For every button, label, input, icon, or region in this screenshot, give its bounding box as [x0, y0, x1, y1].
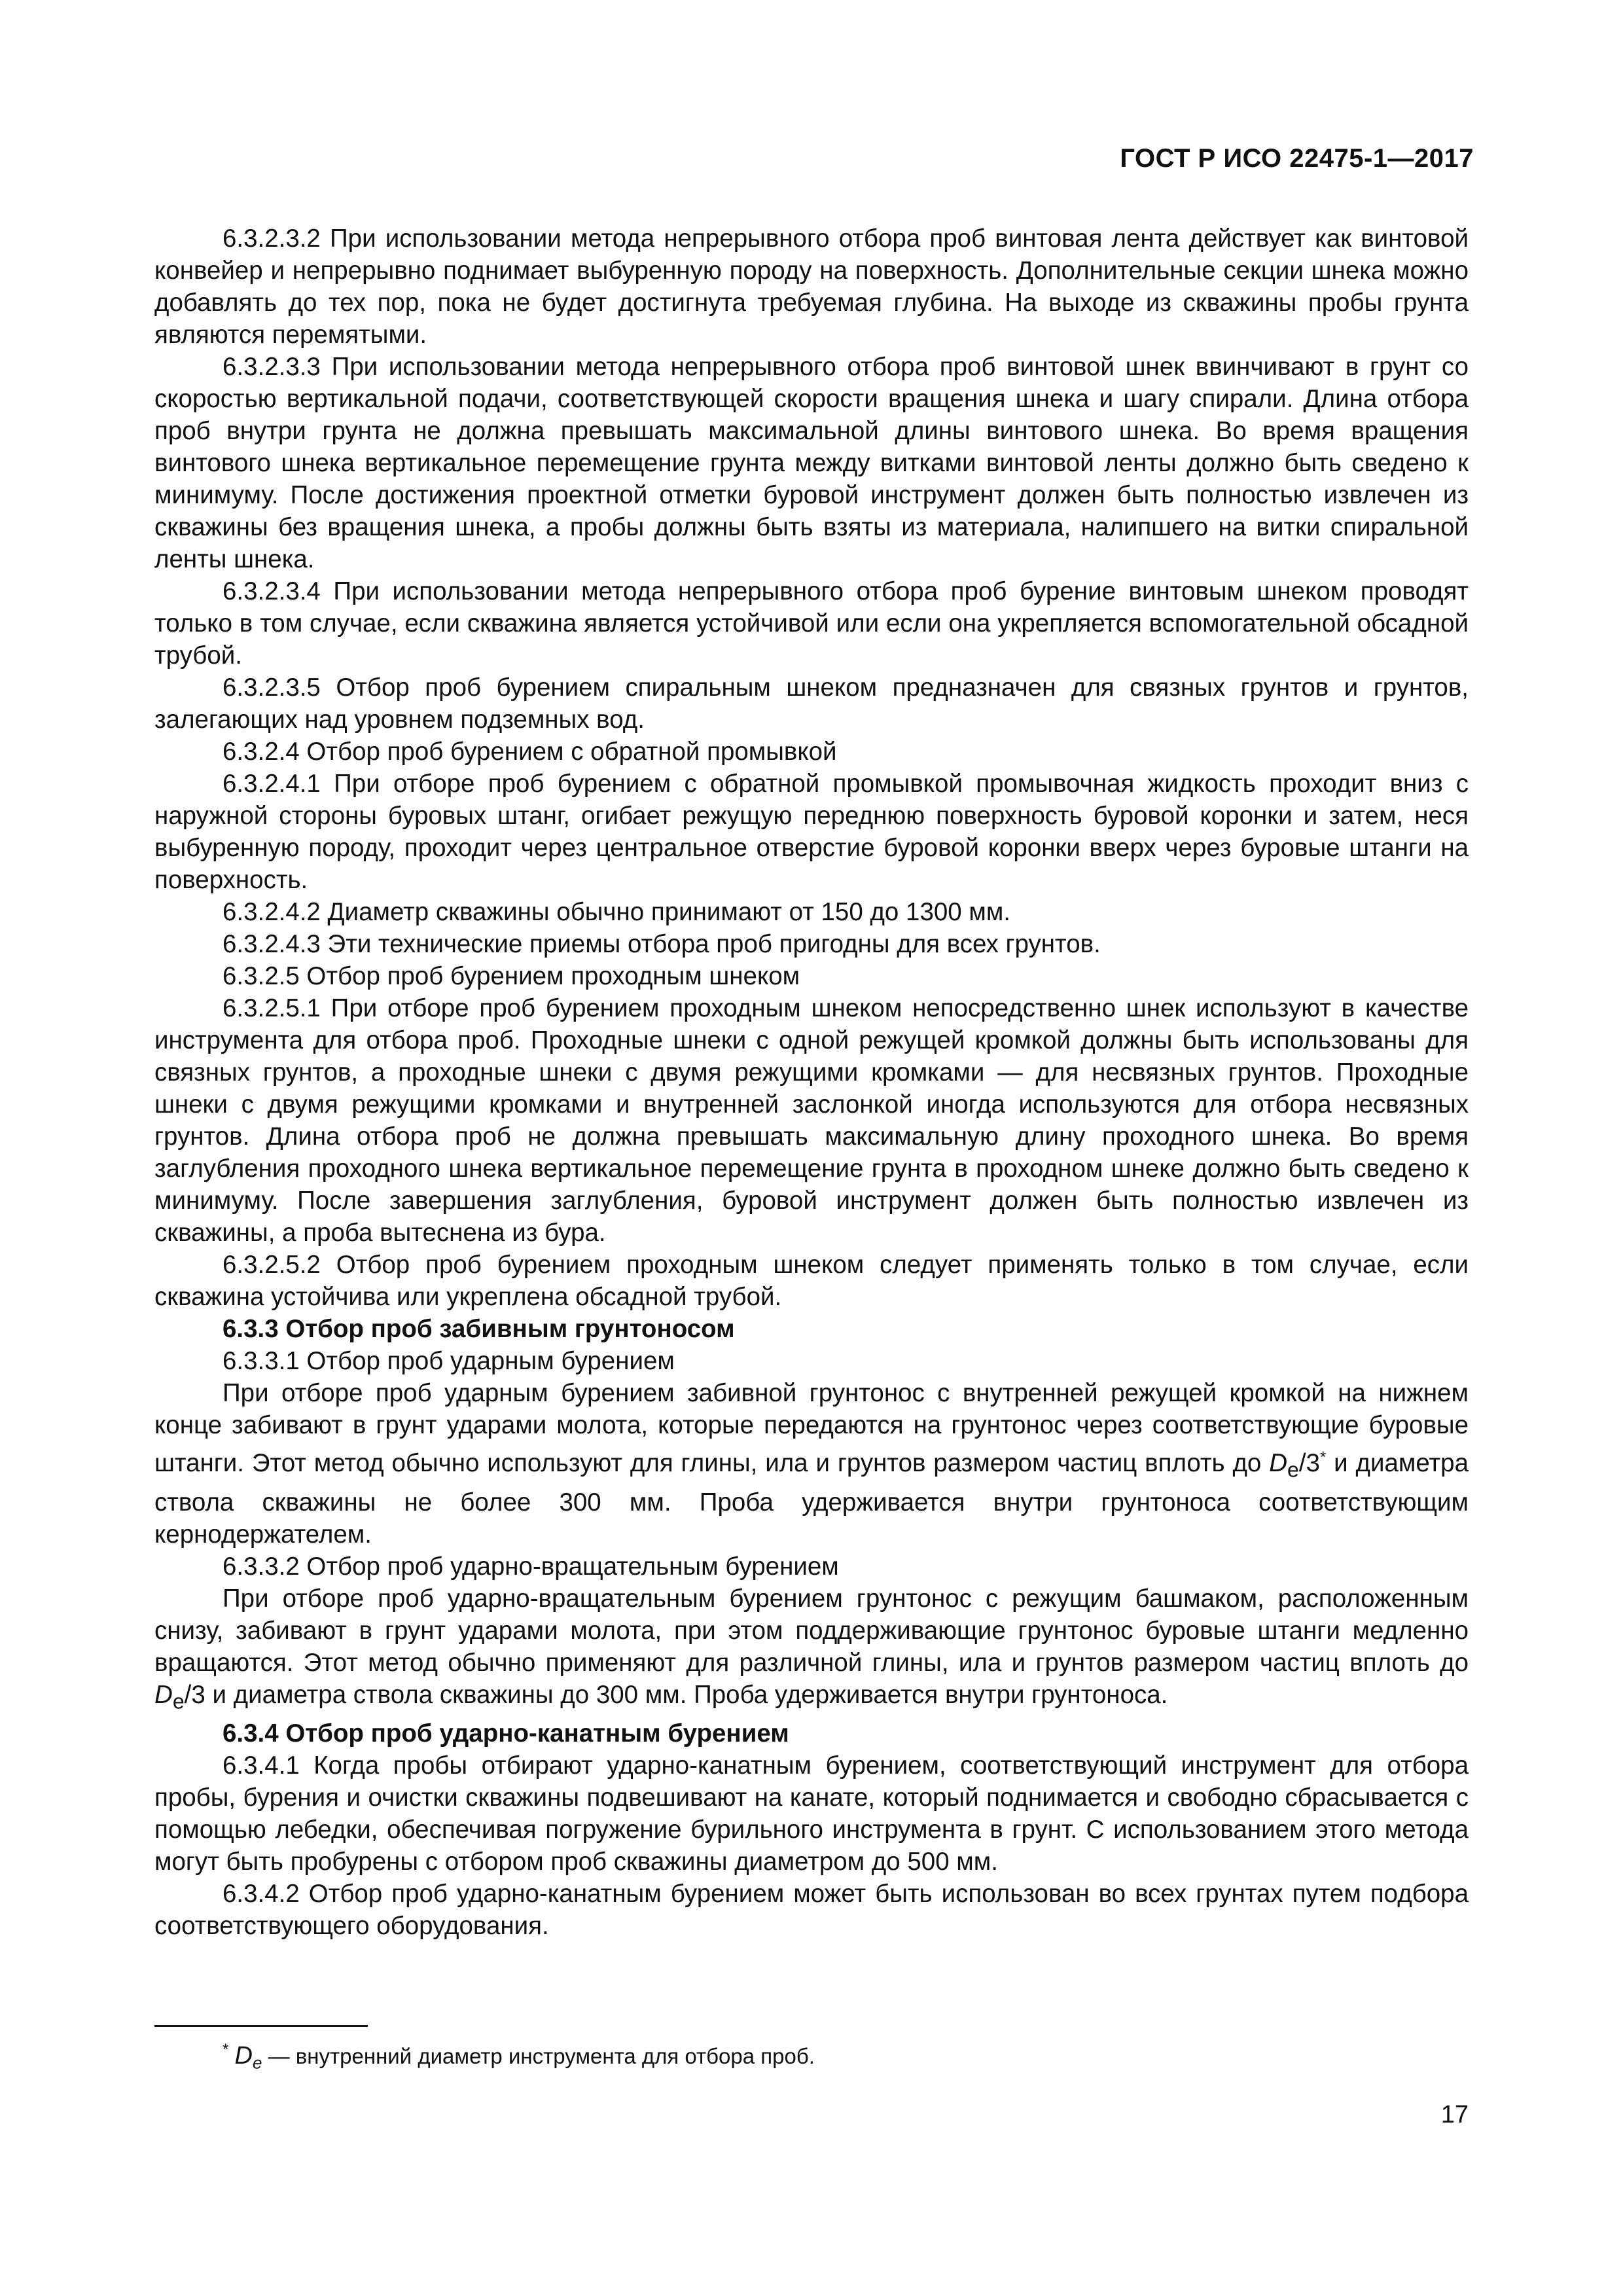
diameter-subscript: e — [172, 1689, 185, 1713]
footnote-separator — [154, 2025, 368, 2027]
diameter-symbol: D — [234, 2042, 253, 2070]
paragraph-6-3-2-4-3: 6.3.2.4.3 Эти технические приемы отбора проб пригодны для всех грунтов. — [223, 930, 1101, 958]
paragraph-6-3-4-1: 6.3.4.1 Когда пробы отбирают ударно-канатным бурением, соответствующий инструмент для отбора пробы, бурения и очистки скважины подвешивают на канате, который поднимается и свободно сбрасывается с помощью лебедки, обеспечивая погружение бурильного инструмента в грунт. С использованием этого метода могут быть пробурены с отбором проб скважины диаметром до 500 мм. — [154, 1751, 1469, 1876]
text-run: При отборе проб ударным бурением забивной грунтонос с внутренней режущей кромкой на нижнем конце забивают в грунт ударами молота, которые передаются на грунтонос через соответствующие буровые штанги. Этот метод обычно используют для глины, ила и грунтов размером частиц вплоть до — [154, 1379, 1469, 1477]
diameter-symbol: D — [154, 1680, 173, 1709]
text-run: /3 — [184, 1680, 205, 1709]
text-run: /3 — [1298, 1449, 1320, 1477]
subheading-6-3-3-2: 6.3.3.2 Отбор проб ударно-вращательным бурением — [223, 1552, 839, 1581]
paragraph-6-3-2-3-5: 6.3.2.3.5 Отбор проб бурением спиральным шнеком предназначен для связных грунтов и грунтов, залегающих над уровнем подземных вод. — [154, 673, 1469, 734]
document-body — [154, 223, 1469, 1942]
paragraph-6-3-2-4-1: 6.3.2.4.1 При отборе проб бурением с обратной промывкой промывочная жидкость проходит вниз с наружной стороны буровых штанг, огибает режущую переднюю поверхность буровой коронки и затем, неся выбуренную породу, проходит через центральное отверстие буровой коронки вверх через буровые штанги на поверхность. — [154, 770, 1469, 894]
section-heading-6-3-4: 6.3.4 Отбор проб ударно-канатным бурением — [223, 1719, 789, 1748]
text-run: и диаметра ствола скважины до 300 мм. Проба удерживается внутри грунтоноса. — [205, 1680, 1168, 1709]
footnote-marker: * — [223, 2041, 229, 2058]
document-code-header: ГОСТ Р ИСО 22475-1—2017 — [1120, 144, 1474, 173]
paragraph-6-3-4-2: 6.3.4.2 Отбор проб ударно-канатным бурением может быть использован во всех грунтах путем подбора соответствующего оборудования. — [154, 1880, 1469, 1941]
paragraph-percussion-drilling — [154, 1377, 1469, 1551]
text-run: и диаметра ствола скважины не более 300 мм. Проба удерживается внутри грунтоноса соответствующим кернодержателем. — [154, 1449, 1469, 1549]
section-heading-6-3-3: 6.3.3 Отбор проб забивным грунтоносом — [223, 1315, 735, 1343]
page-number: 17 — [1440, 2101, 1469, 2128]
paragraph-6-3-2-3-4: 6.3.2.3.4 При использовании метода непрерывного отбора проб бурение винтовым шнеком проводят только в том случае, если скважина является устойчивой или если она укрепляется вспомогательной обсадной трубой. — [154, 577, 1469, 670]
footnote-text: — внутренний диаметр инструмента для отбора проб. — [262, 2044, 815, 2068]
paragraph-rotary-percussion-drilling — [154, 1583, 1469, 1718]
subheading-6-3-2-5: 6.3.2.5 Отбор проб бурением проходным шнеком — [223, 962, 800, 990]
paragraph-6-3-2-3-3: 6.3.2.3.3 При использовании метода непрерывного отбора проб винтовой шнек ввинчивают в грунт со скоростью вертикальной подачи, соответствующей скорости вращения шнека и шагу спирали. Длина отбора проб внутри грунта не должна превышать максимальной длины винтового шнека. Во время вращения винтового шнека вертикальное перемещение грунта между витками винтовой ленты должно быть сведено к минимуму. После достижения проектной отметки буровой инструмент должен быть полностью извлечен из скважины без вращения шнека, а пробы должны быть взяты из материала, налипшего на витки спиральной ленты шнека. — [154, 353, 1469, 573]
subheading-6-3-3-1: 6.3.3.1 Отбор проб ударным бурением — [223, 1347, 675, 1375]
paragraph-6-3-2-5-2: 6.3.2.5.2 Отбор проб бурением проходным шнеком следует применять только в том случае, если скважина устойчива или укреплена обсадной трубой. — [154, 1251, 1469, 1311]
text-run: При отборе проб ударно-вращательным бурением грунтонос с режущим башмаком, расположенным снизу, забивают в грунт ударами молота, при этом поддерживающие грунтонос буровые штанги медленно вращаются. Этот метод обычно применяют для различной глины, ила и грунтов размером частиц вплоть до — [154, 1584, 1469, 1677]
paragraph-6-3-2-4-2: 6.3.2.4.2 Диаметр скважины обычно принимают от 150 до 1300 мм. — [223, 898, 1011, 926]
subheading-6-3-2-4: 6.3.2.4 Отбор проб бурением с обратной промывкой — [223, 738, 837, 766]
footnote-marker: * — [1319, 1448, 1327, 1466]
footnote — [223, 2036, 815, 2077]
diameter-symbol: D — [1269, 1449, 1288, 1477]
diameter-subscript: e — [252, 2053, 262, 2073]
diameter-subscript: e — [1287, 1458, 1299, 1482]
paragraph-6-3-2-3-2: 6.3.2.3.2 При использовании метода непрерывного отбора проб винтовая лента действует как винтовой конвейер и непрерывно поднимает выбуренную породу на поверхность. Дополнительные секции шнека можно добавлять до тех пор, пока не будет достигнута требуемая глубина. На выходе из скважины пробы грунта являются перемятыми. — [154, 224, 1469, 349]
paragraph-6-3-2-5-1: 6.3.2.5.1 При отборе проб бурением проходным шнеком непосредственно шнек используют в качестве инструмента для отбора проб. Проходные шнеки с одной режущей кромкой должны быть использованы для связных грунтов, а проходные шнеки с двумя режущими кромками — для несвязных грунтов. Проходные шнеки с двумя режущими кромками и внутренней заслонкой иногда используются для отбора несвязных грунтов. Длина отбора проб не должна превышать максимальную длину проходного шнека. Во время заглубления проходного шнека вертикальное перемещение грунта в проходном шнеке должно быть сведено к минимуму. После завершения заглубления, буровой инструмент должен быть полностью извлечен из скважины, а проба вытеснена из бура. — [154, 994, 1469, 1247]
